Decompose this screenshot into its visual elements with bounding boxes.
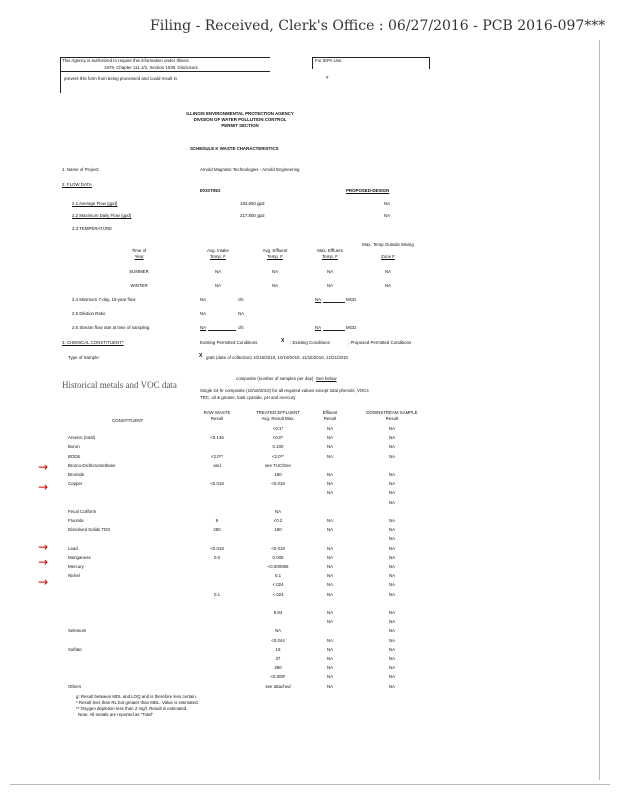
composite-note-2: TRC, oil & grease, total cyanide, pH and mercury (200, 395, 296, 400)
constituent-value-cell: NA (388, 536, 396, 542)
constituent-value-cell: NA (388, 610, 396, 615)
constituent-value-cell: NA (388, 426, 396, 431)
constituent-value-cell: <0.2 (273, 518, 283, 523)
flow-data-label: 2. FLOW DATA (62, 182, 92, 187)
constituent-value-cell: NA (326, 554, 334, 560)
temp-header-1-bottom: Temp. F (210, 254, 226, 259)
grab-sample-text: grab (date of collection) 10/16/2010, 10/19/2010, 11/15/2010, 12/21/2010 (206, 355, 348, 360)
const-header-3-bottom: Result (323, 416, 337, 421)
constituent-value-cell: NA (388, 582, 396, 588)
const-header-4-bottom: Result (385, 416, 399, 421)
schedule-title: SCHEDULE K WASTE CHARACTERISTICS (190, 146, 279, 151)
avg-flow-proposed: NA (384, 201, 391, 206)
constituent-value-cell: see attached (265, 683, 291, 689)
margin-arrow-1: → (38, 460, 49, 474)
temp-header-2-top: Avg. Effluent (262, 248, 288, 253)
constituent-value-cell: NA (388, 665, 396, 671)
note-3: ** Oxygen depletion less than 2 mg/l. Result is estimated. (76, 706, 188, 711)
margin-arrow-3: → (38, 540, 49, 554)
constituent-value-cell: NA (388, 591, 396, 597)
const-header-1-top: RAW WASTE (203, 410, 231, 415)
constituent-value-cell: NA (326, 591, 334, 597)
constituent-value-cell: <0.018 (271, 481, 285, 487)
constituent-value-cell: NA (326, 518, 334, 523)
constituent-value-cell: NA (388, 481, 396, 487)
avg-flow-existing: 183,650 gpd (240, 201, 265, 206)
dilution-label: 2.5 Dilution Ratio (72, 311, 106, 316)
const-header-2-bottom: Avg. Result Max. (261, 416, 295, 421)
constituent-value-cell: 280 (213, 527, 221, 533)
constituent-value-cell: <0.008* (270, 674, 286, 680)
constituent-value-cell: NA (326, 656, 334, 661)
constituent-name-cell: Bromide (68, 472, 85, 477)
min-flow-label: 2.4 Minimum 7-day, 10-year flow (72, 297, 136, 302)
temp-row-winter-effluent: NA (271, 283, 279, 288)
temp-row-winter-zone: NA (384, 283, 392, 288)
handwritten-note: Historical metals and VOC data (62, 380, 177, 390)
constituent-value-cell: NA (326, 573, 334, 579)
constituent-value-cell: NA (326, 545, 334, 551)
existing-conditions-label: ; Existing Conditions (290, 340, 330, 345)
constituent-value-cell: NA (388, 444, 396, 450)
constituent-value-cell: NA (326, 472, 334, 477)
constituent-value-cell: <0.1* (272, 426, 284, 431)
margin-arrow-4: → (38, 555, 49, 569)
const-header-1-bottom: Result (210, 416, 224, 421)
constituent-name-cell: Mercury (68, 564, 84, 569)
composite-sample-text: composite (number of samples per day) (236, 376, 314, 381)
constituent-value-cell: NA (388, 619, 396, 625)
constituent-name-cell: Nickel (68, 573, 80, 579)
constituent-value-cell: NA (388, 527, 396, 533)
constituent-name-cell: Copper (68, 481, 83, 487)
constituent-value-cell: <2.0** (271, 453, 285, 459)
constituent-name-cell: Fluoride (68, 518, 84, 523)
temp-header-4-top: Max. Temp Outside Mixing (362, 242, 414, 247)
constituent-value-cell: 0.100 (272, 444, 284, 450)
constituent-value-cell: <0.000085 (267, 564, 289, 569)
temp-row-winter-intake: NA (214, 283, 222, 288)
constituent-value-cell: 0.005 (272, 554, 284, 560)
dilution-value-2: NA (238, 311, 245, 316)
existing-column-header: EXISTING (200, 188, 221, 193)
proposed-column-header: PROPOSED-DESIGN (346, 188, 390, 193)
stream-flow-unit: cfs (238, 325, 244, 330)
stream-flow-unit-2: MGD (346, 325, 357, 330)
constituent-value-cell: 180 (274, 472, 282, 477)
constituent-name-cell: Selenium (68, 628, 87, 634)
constituent-value-cell: NA (388, 518, 396, 523)
const-header-3-top: Effluent (322, 410, 338, 415)
constituent-name-cell: Others (68, 683, 82, 689)
constituent-value-cell: see TUC/Dec (264, 462, 292, 468)
constituent-value-cell: NA (388, 435, 396, 441)
temp-row-winter-max: NA (326, 283, 334, 288)
margin-arrow-2: → (38, 480, 49, 494)
constituent-value-cell: NA (388, 674, 396, 680)
constituent-name-cell: BOD5 (68, 453, 80, 459)
constituent-name-cell: Lead (68, 545, 78, 551)
constituent-value-cell: NA (388, 628, 396, 634)
constituent-value-cell: <.024 (272, 582, 284, 588)
avg-flow-label: 2.1 Average Flow (gpd) (72, 201, 118, 206)
constituent-value-cell: NA (274, 508, 282, 514)
note-4: Note: All metals are reported as "Total" (78, 712, 154, 717)
constituent-value-cell: NA (326, 674, 334, 680)
stream-flow-value-2: NA (315, 325, 322, 330)
constituent-value-cell: <0.0* (272, 435, 284, 441)
authority-line-1: This Agency is authorized to require this information under Illinois (62, 58, 189, 63)
min-flow-unit-2: MGD (346, 297, 357, 302)
agency-line-1: ILLINOIS ENVIRONMENTAL PROTECTION AGENCY (186, 111, 294, 116)
note-1: g: Result between MDL and LOQ and is therefore less certain. (76, 694, 197, 699)
sample-type-label: Type of Sample: (68, 355, 100, 360)
constituent-value-cell: NA (326, 481, 334, 487)
temp-header-0-top: Time of (131, 248, 147, 253)
constituent-value-cell: <0.018 (210, 545, 224, 551)
temp-header-2-bottom: Temp. F (267, 254, 283, 259)
constituent-value-cell: <2.0** (210, 453, 224, 459)
agency-line-3: PERMIT SECTION (221, 123, 259, 128)
constituent-value-cell: NA (388, 472, 396, 477)
const-header-0-bottom: CONSTITUENT (112, 418, 144, 423)
constituent-value-cell: NA (388, 490, 396, 496)
temp-header-3-top: Max. Effluent (317, 248, 343, 253)
constituent-name-cell: Bromo-Dichloromethane (68, 462, 116, 468)
iepa-use-label: For IEPA Use: (315, 58, 343, 63)
constituent-value-cell: NA (326, 637, 334, 643)
constituent-name-cell: Sulfate (68, 646, 82, 652)
constituent-value-cell: 180 (274, 527, 282, 533)
temp-row-summer-intake: NA (214, 269, 222, 274)
constituent-value-cell: NA (326, 426, 334, 431)
constituent-value-cell: NA (326, 582, 334, 588)
constituent-name-cell: Boron (68, 444, 80, 450)
constituent-value-cell: <0.044 (271, 637, 285, 643)
chemical-constituent-label: 3. CHEMICAL CONSTITUENT* (62, 340, 124, 345)
constituent-value-cell: NA (326, 683, 334, 689)
constituent-value-cell: NA (388, 453, 396, 459)
project-name-label: 1. Name of Project: (62, 167, 100, 172)
max-flow-label: 2.2 Maximum Daily Flow (gpd) (72, 213, 132, 218)
constituent-value-cell: NA (388, 683, 396, 689)
constituent-value-cell: NA (326, 527, 334, 533)
constituent-value-cell: NA (326, 435, 334, 441)
header-box (60, 57, 430, 93)
constituent-value-cell: 280 (274, 665, 282, 671)
constituent-value-cell: <0.018 (271, 545, 285, 551)
constituent-value-cell: <.024 (272, 591, 284, 597)
constituent-value-cell: NA (274, 628, 282, 634)
constituent-value-cell: 0.1 (213, 591, 221, 597)
constituent-name-cell: Arsenic (total) (68, 435, 96, 441)
filing-stamp: Filing - Received, Clerk's Office : 06/27/2016 - PCB 2016-097*** (150, 18, 606, 34)
stream-flow-value: NA (200, 325, 207, 330)
constituent-value-cell: NA (326, 453, 334, 459)
constituent-value-cell: 19 (275, 646, 281, 652)
note-2: * Result less than RL but greater than MDL. Value is estimated. (76, 700, 199, 705)
constituent-value-cell: 8.84 (273, 610, 283, 615)
stream-flow-label: 2.6 Stream flow rate at time of sampling (72, 325, 150, 330)
constituent-value-cell: NA (388, 637, 396, 643)
composite-note-1: Single 24-hr composite (10/16/2010) for all required values except total phenols, VOCs (200, 388, 369, 393)
temp-header-3-bottom: Temp. F (322, 254, 338, 259)
proposed-conditions-label: ; Proposed Permitted Conditions (348, 340, 412, 345)
margin-arrow-5: → (38, 575, 49, 589)
constituent-value-cell: 0.1 (274, 573, 282, 579)
const-header-4-top: DOWNSTREAM SAMPLE (366, 410, 418, 415)
constituent-value-cell: NA (326, 665, 334, 671)
authority-line-2: 1979, Chapter 111 1/2, Section 1039. Disclosure (104, 65, 199, 70)
temp-row-summer-effluent: NA (271, 269, 279, 274)
constituent-value-cell: NA (326, 564, 334, 569)
existing-permitted-conditions: Existing Permitted Conditions (200, 340, 258, 345)
constituent-value-cell: NA (388, 564, 396, 569)
constituent-value-cell: NA (388, 573, 396, 579)
constituent-value-cell: NA (388, 499, 396, 505)
temp-row-summer-season: SUMMER (129, 269, 149, 274)
max-flow-existing: 217,800 gpd (240, 213, 265, 218)
constituent-value-cell: <0.018 (210, 481, 224, 487)
agency-line-2: DIVISION OF WATER POLLUTION CONTROL (193, 117, 287, 122)
constituent-name-cell: Fecal Coliform (68, 508, 97, 514)
temp-header-4-bottom: Zone F (381, 254, 395, 259)
constituent-value-cell: NA (388, 646, 396, 652)
iepa-hash: # (326, 75, 329, 80)
max-flow-proposed: NA (384, 213, 391, 218)
temp-header-0-bottom: Year (134, 254, 144, 259)
constituent-value-cell: <0.146 (210, 435, 224, 441)
authority-line-3: prevent this form from being processed and could result in (64, 76, 177, 81)
min-flow-value-2: NA (315, 297, 322, 302)
constituent-value-cell: NA (326, 619, 334, 625)
min-flow-value: NA (200, 297, 207, 302)
const-header-2-top: TREATED EFFLUENT (255, 410, 301, 415)
constituent-value-cell: NA (326, 444, 334, 450)
temp-header-1-top: Avg. Intake (207, 248, 229, 253)
project-name-value: Arnold Magnetic Technologies - Arnold Engineering (200, 167, 300, 172)
dilution-value: NA (200, 311, 207, 316)
min-flow-unit: cfs (238, 297, 244, 302)
existing-conditions-check[interactable]: X (281, 338, 285, 344)
temp-row-winter-season: WINTER (130, 283, 148, 288)
constituent-value-cell: NA (388, 656, 396, 661)
constituent-value-cell: NA (388, 554, 396, 560)
constituent-value-cell: and (213, 462, 221, 468)
see-below-link: See below (316, 376, 337, 381)
temp-row-summer-max: NA (326, 269, 334, 274)
constituent-name-cell: Dissolved Solids TDS (68, 527, 111, 533)
constituent-value-cell: NA (388, 545, 396, 551)
temp-row-summer-zone: NA (384, 269, 392, 274)
constituent-value-cell: 0.0 (213, 554, 221, 560)
constituent-value-cell: 37 (275, 656, 281, 661)
constituent-value-cell: NA (326, 490, 334, 496)
bottom-border-line (10, 784, 610, 785)
constituent-value-cell: 9 (215, 518, 219, 523)
constituent-value-cell: NA (326, 610, 334, 615)
constituent-name-cell: Manganese (68, 554, 91, 560)
temperature-label: 2.3 TEMPERATURE (72, 226, 113, 231)
grab-sample-check[interactable]: X (199, 353, 203, 359)
constituent-value-cell: NA (326, 646, 334, 652)
right-border-line (599, 40, 600, 780)
